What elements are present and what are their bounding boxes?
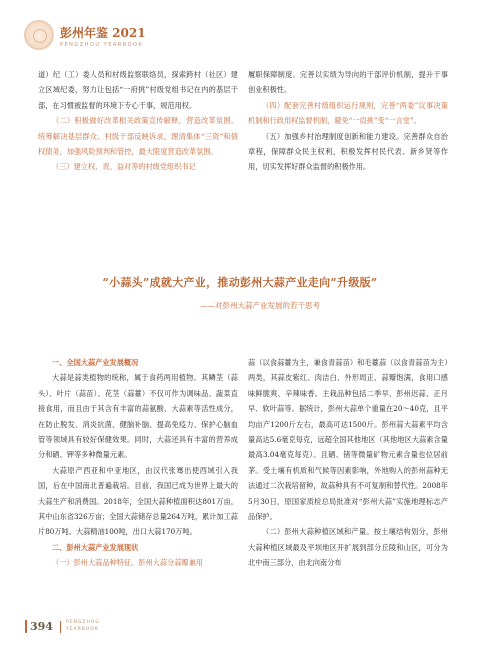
- section-heading: （二）积极做好改革相关政策宣传解释，营造改革氛围。统筹解决基层群众、村级干部反映诉求，理清集体“三资”和债权债务，加强风险预判和管控，最大限度营造改革氛围。: [38, 116, 238, 157]
- top-right-column: [248, 67, 448, 175]
- paragraph: 大蒜原产西亚和中亚地区，由汉代张骞出使西域引入我国，后在中国南北普遍栽培。目前，我国已成为世界上最大的大蒜生产和消费国。2018年，全国大蒜种植面积达801万亩，其中山东省326万亩；全国大蒜储存总量264万吨，累计加工蒜片80万吨、大蒜精油100吨，出口大蒜170万吨。: [38, 465, 238, 537]
- article-title: “小蒜头”成就大产业，推动彭州大蒜产业走向“升级版”: [102, 276, 378, 289]
- paragraph: 蒜（以食蒜薹为主，兼食青蒜苗）和毛薹蒜（以食青蒜苗为主）两类，其蒜皮紫红、肉洁白、外形周正、蒜瓣饱满，食用口感味鲜脆爽、辛辣味香。主栽品种包括二季早、彭州迟蒜、正月早、软叶蒜等。据统计，彭州大蒜单个重量在20～40克，且平均亩产1200斤左右，最高可达1500斤。彭州蒜大蒜素平均含量高达5.6毫克每克，远超全国其他地区（其他地区大蒜素含量最高3.04毫克每克）。且硒、锗等微量矿物元素含量也位居前茅。受土壤有机质和气候等因素影响，外地购入的彭州蒜种无法通过二次栽培留种，故蒜种具有不可复制和替代性。2008年5月30日，原国家质检总局批准对“彭州大蒜”实施地理标志产品保护。: [248, 358, 448, 522]
- bottom-right-column: [248, 355, 448, 571]
- page-number: 394: [30, 620, 53, 633]
- header-subtitle: PENGZHOU YEARBOOK: [60, 42, 144, 48]
- footer-brand: YEARBOOK: [66, 627, 99, 632]
- section-heading: （四）配套完善村级组织运行规则，完善“两委”议事决策机制和行政用权监督机制，避免“一肩挑”变“一言堂”。: [248, 100, 448, 126]
- header-title: 彭州年鉴 2021: [60, 26, 146, 40]
- footer-divider: [60, 621, 61, 633]
- top-left-column: [38, 67, 238, 175]
- paragraph: （五）加强乡村治理制度创新和能力建设。完善群众自治章程，保障群众民主权利，积极发挥村民代表、新乡贤等作用，切实发挥好群众监督的积极作用。: [248, 131, 448, 172]
- page-header: [0, 0, 480, 62]
- paragraph: 道）纪（工）委人员和村级监察联络员，探索跨村（社区）建立区域纪委，努力让包括“一府挑”村级党组书记在内的基层干部，在习惯被监督的环境下专心干事，规范用权。: [38, 70, 238, 110]
- yearbook-emblem-icon: [24, 20, 54, 50]
- paragraph: 履职保障制度。完善以实绩为导向的干部评价机制，提升干事创业积极性。: [248, 70, 448, 95]
- subsection-heading: （一）彭州大蒜品种特征。彭州大蒜分蒜瓣兼用: [52, 558, 203, 568]
- footer-brand: PENGZHOU: [66, 620, 100, 625]
- bottom-left-column: [38, 355, 238, 571]
- section-heading: 一、全国大蒜产业发展概况: [52, 358, 139, 367]
- paragraph: 大蒜是蒜类植物的统称，属于食药两用植物。其鳞茎（蒜头）、叶片（蒜苗）、花茎（蒜薹）不仅可作为调味品、蔬菜直接食用，而且由于其含有丰富的蒜氨酸、大蒜素等活性成分，在防止脱发、消炎抗菌、健脑补脑、提高免疫力、保护心脑血管等领域具有较好保健效果。同时，大蒜还具有丰富的营养成分和硒、钾等多种微量元素。: [38, 373, 238, 460]
- section-heading: 二、彭州大蒜产业发展现状: [52, 542, 139, 552]
- article-subtitle: ——对彭州大蒜产业发展的若干思考: [200, 301, 320, 310]
- section-heading: （三）建立权、责、益对等的村级党组织书记: [52, 162, 196, 172]
- footer-accent-bar: [25, 620, 27, 633]
- paragraph: （二）彭州大蒜种植区域和产量。按土壤结构划分，彭州大蒜种植区域最及平坝地区开扩展到部分丘陵和山区，可分为北中南三部分，由北向南分布: [248, 527, 448, 568]
